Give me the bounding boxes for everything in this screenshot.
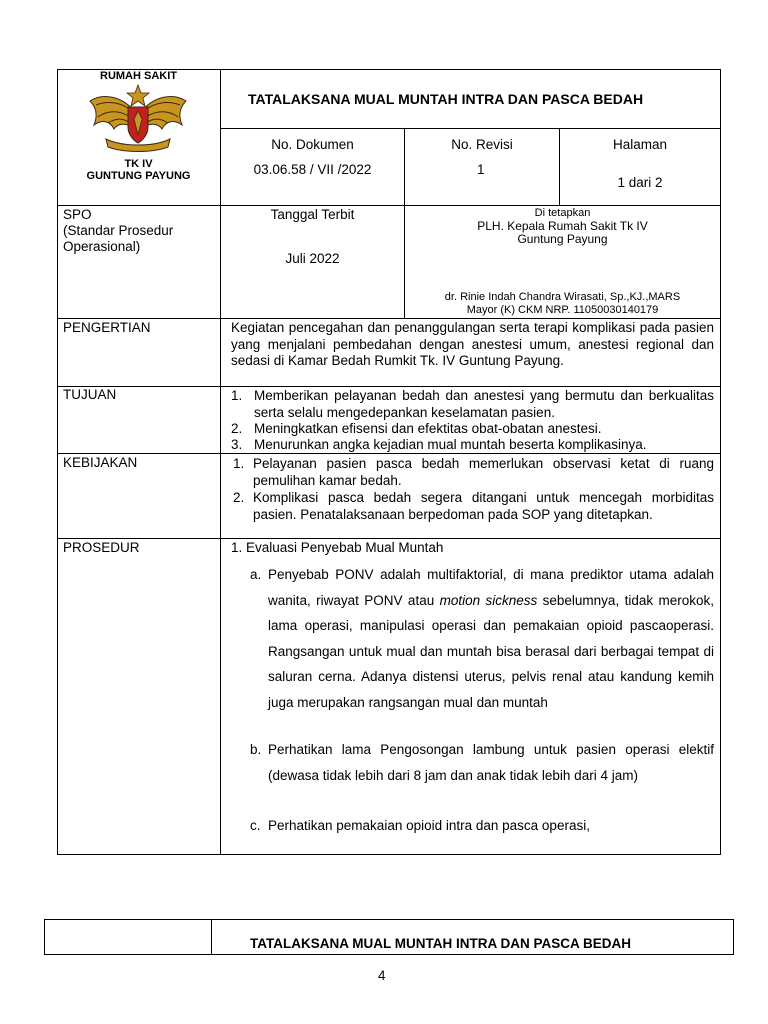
hospital-emblem-icon <box>88 83 188 155</box>
authority-location: Guntung Payung <box>517 232 608 246</box>
issue-date-label: Tanggal Terbit <box>270 207 355 222</box>
authority-title: PLH. Kepala Rumah Sakit Tk IV <box>477 219 648 233</box>
section-label-tujuan: TUJUAN <box>63 387 117 402</box>
issue-date-value: Juli 2022 <box>285 251 340 266</box>
signatory-name: dr. Rinie Indah Chandra Wirasati, Sp.,KJ.,MARS <box>444 291 681 303</box>
list-item: 1. Memberikan pelayanan bedah dan anestesi yang bermutu dan berkualitas serta selalu mengedepankan keselamatan pasien. <box>231 388 714 420</box>
hospital-name-top: RUMAH SAKIT <box>100 70 177 82</box>
list-item: 2. Meningkatkan efisensi dan efektitas obat-obatan anestesi. <box>231 421 602 436</box>
list-item: 1. Pelayanan pasien pasca bedah memerlukan observasi ketat di ruang pemulihan kamar bedah. <box>233 456 714 488</box>
prosedur-item-b <box>250 737 714 788</box>
kebijakan-list <box>233 455 714 523</box>
pengertian-text: Kegiatan pencegahan dan penanggulangan serta terapi komplikasi pada pasien yang menjalani pembedahan dengan anestesi umum, anestesi regional dan sedasi di Kamar Bedah Rumkit Tk. IV Guntung Payung. <box>231 320 714 368</box>
revision-value: 1 <box>477 162 485 177</box>
section-label-prosedur: PROSEDUR <box>63 540 140 555</box>
section-label-pengertian: PENGERTIAN <box>63 320 151 335</box>
document-title: TATALAKSANA MUAL MUNTAH INTRA DAN PASCA BEDAH <box>248 91 644 107</box>
spo-label-line2: (Standar Prosedur <box>63 223 174 238</box>
item-marker: c. <box>250 818 261 833</box>
spo-label-line3: Operasional) <box>63 239 141 254</box>
tujuan-list <box>231 387 714 453</box>
prosedur-step-1: 1. Evaluasi Penyebab Mual Muntah <box>231 540 444 555</box>
doc-number-label: No. Dokumen <box>271 137 354 152</box>
item-text: Perhatikan pemakaian opioid intra dan pasca operasi, <box>268 818 590 833</box>
hospital-class: TK IV <box>124 158 153 170</box>
revision-label: No. Revisi <box>451 137 513 152</box>
prosedur-item-c <box>250 813 714 839</box>
page-value: 1 dari 2 <box>617 175 663 190</box>
section-label-kebijakan: KEBIJAKAN <box>63 455 138 470</box>
spo-label: SPO <box>63 207 92 222</box>
hospital-location: GUNTUNG PAYUNG <box>86 170 191 182</box>
doc-number-value: 03.06.58 / VII /2022 <box>253 162 372 177</box>
signatory-rank: Mayor (K) CKM NRP. 11050030140179 <box>466 304 659 316</box>
item-marker: a. <box>250 567 262 582</box>
list-item: 2. Komplikasi pasca bedah segera ditangani untuk mencegah morbiditas pasien. Penatalaksanaan berpedoman pada SOP yang ditetapkan. <box>233 490 714 522</box>
page-label: Halaman <box>612 137 668 152</box>
item-text: Penyebab PONV adalah multifaktorial, di mana prediktor utama adalah wanita, riwayat PONV atau motion sickness sebelumnya, tidak merokok, lama operasi, manipulasi operasi dan pemakaian opioid pascaoperasi. Rangsangan untuk mual dan muntah bisa berasal dari berbagai tempat di saluran cerna. Adanya distensi uterus, pelvis renal atau kandung kemih juga merupakan rangsangan mual dan muntah <box>268 567 714 710</box>
established-label: Di tetapkan <box>534 207 591 219</box>
item-text: Perhatikan lama Pengosongan lambung untuk pasien operasi elektif (dewasa tidak lebih dari 8 jam dan anak tidak lebih dari 4 jam) <box>268 742 714 783</box>
item-marker: b. <box>250 742 262 757</box>
list-item: 3. Menurunkan angka kejadian mual muntah beserta komplikasinya. <box>231 437 647 452</box>
page-number: 4 <box>378 968 386 983</box>
next-page-title: TATALAKSANA MUAL MUNTAH INTRA DAN PASCA BEDAH <box>250 936 631 951</box>
prosedur-item-a <box>250 562 714 715</box>
